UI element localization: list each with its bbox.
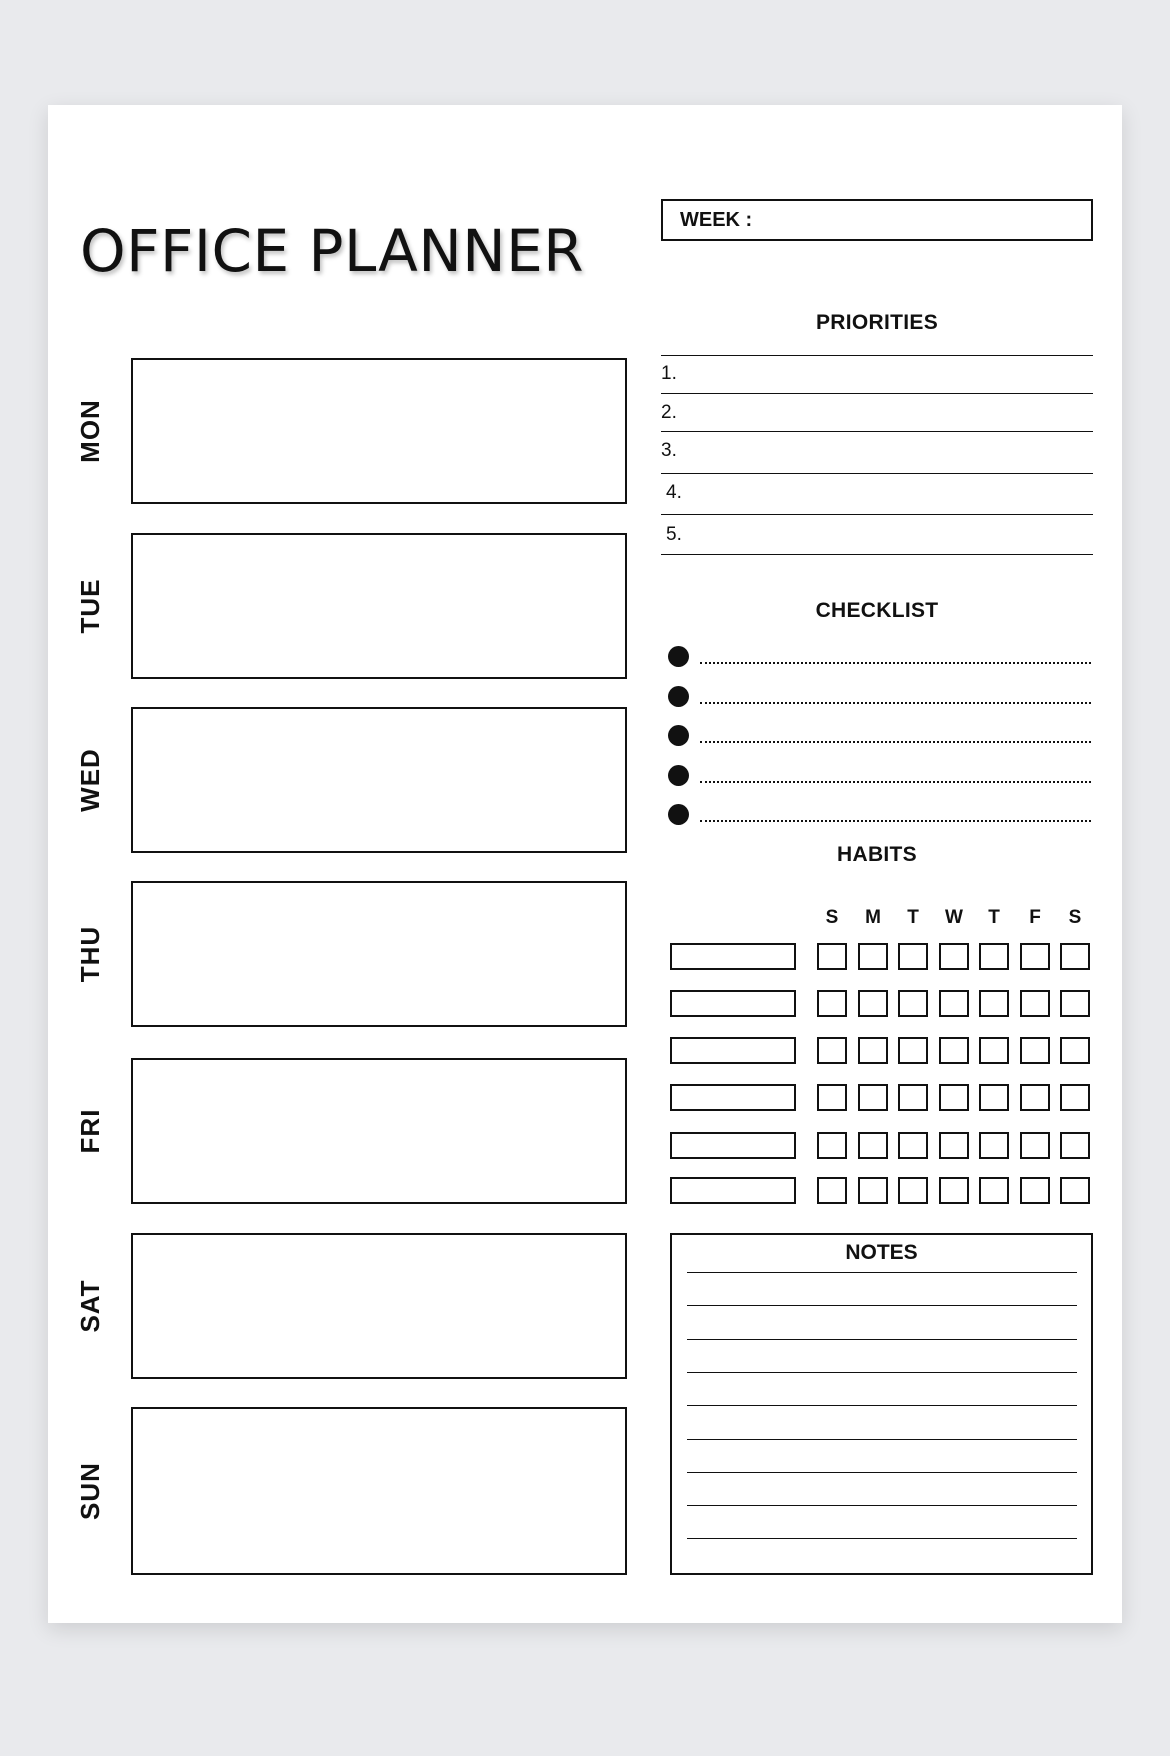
habit-checkbox[interactable] <box>1060 943 1090 970</box>
note-line <box>687 1372 1077 1373</box>
page-title: OFFICE PLANNER <box>80 217 585 285</box>
habit-checkbox[interactable] <box>898 1037 928 1064</box>
priority-field-3[interactable] <box>693 434 1093 472</box>
checklist-item[interactable] <box>668 765 1093 793</box>
checklist-item[interactable] <box>668 686 1093 714</box>
habit-weekday-label: F <box>1029 907 1041 928</box>
checklist-item[interactable] <box>668 646 1093 674</box>
habit-name-field[interactable] <box>670 1132 796 1159</box>
bullet-icon <box>668 646 689 667</box>
priority-line <box>661 393 1093 394</box>
checklist-dotted-line <box>700 741 1091 743</box>
day-label-fri: FRI <box>75 1108 105 1154</box>
week-field[interactable] <box>661 199 1093 241</box>
note-line <box>687 1405 1077 1406</box>
checklist-item[interactable] <box>668 804 1093 832</box>
habit-checkbox[interactable] <box>898 990 928 1017</box>
day-label-sun: SUN <box>75 1462 105 1520</box>
day-label-tue: TUE <box>75 578 105 634</box>
checklist-dotted-line <box>700 820 1091 822</box>
habit-checkbox[interactable] <box>939 1037 969 1064</box>
notes-title: NOTES <box>845 1241 918 1264</box>
note-line <box>687 1272 1077 1273</box>
priority-field-2[interactable] <box>693 396 1093 430</box>
habit-checkbox[interactable] <box>817 1084 847 1111</box>
checklist-dotted-line <box>700 662 1091 664</box>
priority-number: 3. <box>661 440 677 461</box>
habit-checkbox[interactable] <box>939 943 969 970</box>
priority-field-5[interactable] <box>693 517 1093 553</box>
habit-name-field[interactable] <box>670 1037 796 1064</box>
habit-checkbox[interactable] <box>1060 990 1090 1017</box>
habit-checkbox[interactable] <box>858 1037 888 1064</box>
habit-checkbox[interactable] <box>939 1132 969 1159</box>
note-line <box>687 1305 1077 1306</box>
bullet-icon <box>668 765 689 786</box>
habit-checkbox[interactable] <box>898 1177 928 1204</box>
bullet-icon <box>668 686 689 707</box>
day-box-wed[interactable] <box>131 707 627 853</box>
day-box-sat[interactable] <box>131 1233 627 1379</box>
habit-weekday-label: S <box>825 907 839 928</box>
habit-checkbox[interactable] <box>939 1177 969 1204</box>
checklist-dotted-line <box>700 781 1091 783</box>
planner-sheet <box>48 105 1122 1623</box>
habit-checkbox[interactable] <box>1060 1132 1090 1159</box>
habit-checkbox[interactable] <box>817 1037 847 1064</box>
bullet-icon <box>668 725 689 746</box>
priority-line <box>661 514 1093 515</box>
habit-checkbox[interactable] <box>1020 1177 1050 1204</box>
habit-weekday-label: T <box>907 907 919 928</box>
note-line <box>687 1538 1077 1539</box>
habit-checkbox[interactable] <box>979 1084 1009 1111</box>
priority-field-1[interactable] <box>693 358 1093 392</box>
habit-checkbox[interactable] <box>939 1084 969 1111</box>
habit-checkbox[interactable] <box>858 943 888 970</box>
checklist-dotted-line <box>700 702 1091 704</box>
habit-checkbox[interactable] <box>898 1132 928 1159</box>
checklist-title: CHECKLIST <box>815 599 939 622</box>
habit-checkbox[interactable] <box>858 990 888 1017</box>
habit-checkbox[interactable] <box>979 943 1009 970</box>
note-line <box>687 1439 1077 1440</box>
day-box-mon[interactable] <box>131 358 627 504</box>
note-line <box>687 1505 1077 1506</box>
day-box-sun[interactable] <box>131 1407 627 1575</box>
habit-checkbox[interactable] <box>939 990 969 1017</box>
habits-title: HABITS <box>837 843 917 866</box>
checklist-item[interactable] <box>668 725 1093 753</box>
habit-weekday-label: W <box>945 907 963 928</box>
day-box-tue[interactable] <box>131 533 627 679</box>
note-line <box>687 1339 1077 1340</box>
day-label-mon: MON <box>75 399 105 463</box>
priority-line <box>661 473 1093 474</box>
day-box-fri[interactable] <box>131 1058 627 1204</box>
habit-name-field[interactable] <box>670 943 796 970</box>
habit-checkbox[interactable] <box>1060 1037 1090 1064</box>
habit-weekday-label: S <box>1068 907 1082 928</box>
habit-name-field[interactable] <box>670 1084 796 1111</box>
habit-checkbox[interactable] <box>1060 1084 1090 1111</box>
habit-checkbox[interactable] <box>898 1084 928 1111</box>
habit-name-field[interactable] <box>670 990 796 1017</box>
habit-checkbox[interactable] <box>858 1084 888 1111</box>
habit-checkbox[interactable] <box>1020 943 1050 970</box>
habit-checkbox[interactable] <box>858 1177 888 1204</box>
habit-weekday-label: M <box>865 907 881 928</box>
day-label-wed: WED <box>75 748 105 812</box>
priority-field-4[interactable] <box>693 476 1093 513</box>
habit-checkbox[interactable] <box>979 1132 1009 1159</box>
priority-line <box>661 554 1093 555</box>
priority-number: 1. <box>661 363 677 384</box>
habit-checkbox[interactable] <box>817 943 847 970</box>
bullet-icon <box>668 804 689 825</box>
priority-number: 5. <box>666 524 682 545</box>
habit-checkbox[interactable] <box>1060 1177 1090 1204</box>
priority-number: 2. <box>661 402 677 423</box>
week-label: WEEK : <box>680 209 753 231</box>
notes-box[interactable] <box>670 1233 1093 1575</box>
habit-weekday-label: T <box>988 907 1000 928</box>
habit-checkbox[interactable] <box>979 990 1009 1017</box>
habit-name-field[interactable] <box>670 1177 796 1204</box>
note-line <box>687 1472 1077 1473</box>
priority-line <box>661 355 1093 356</box>
habit-checkbox[interactable] <box>1020 1037 1050 1064</box>
habit-checkbox[interactable] <box>1020 990 1050 1017</box>
habit-checkbox[interactable] <box>817 1177 847 1204</box>
habit-checkbox[interactable] <box>1020 1084 1050 1111</box>
day-box-thu[interactable] <box>131 881 627 1027</box>
day-label-sat: SAT <box>75 1279 105 1333</box>
habit-checkbox[interactable] <box>817 1132 847 1159</box>
habit-checkbox[interactable] <box>979 1037 1009 1064</box>
priorities-title: PRIORITIES <box>815 311 939 334</box>
day-label-thu: THU <box>75 925 105 983</box>
habit-checkbox[interactable] <box>898 943 928 970</box>
habit-checkbox[interactable] <box>1020 1132 1050 1159</box>
habit-checkbox[interactable] <box>858 1132 888 1159</box>
habit-checkbox[interactable] <box>817 990 847 1017</box>
habit-checkbox[interactable] <box>979 1177 1009 1204</box>
priority-line <box>661 431 1093 432</box>
priority-number: 4. <box>666 482 682 503</box>
